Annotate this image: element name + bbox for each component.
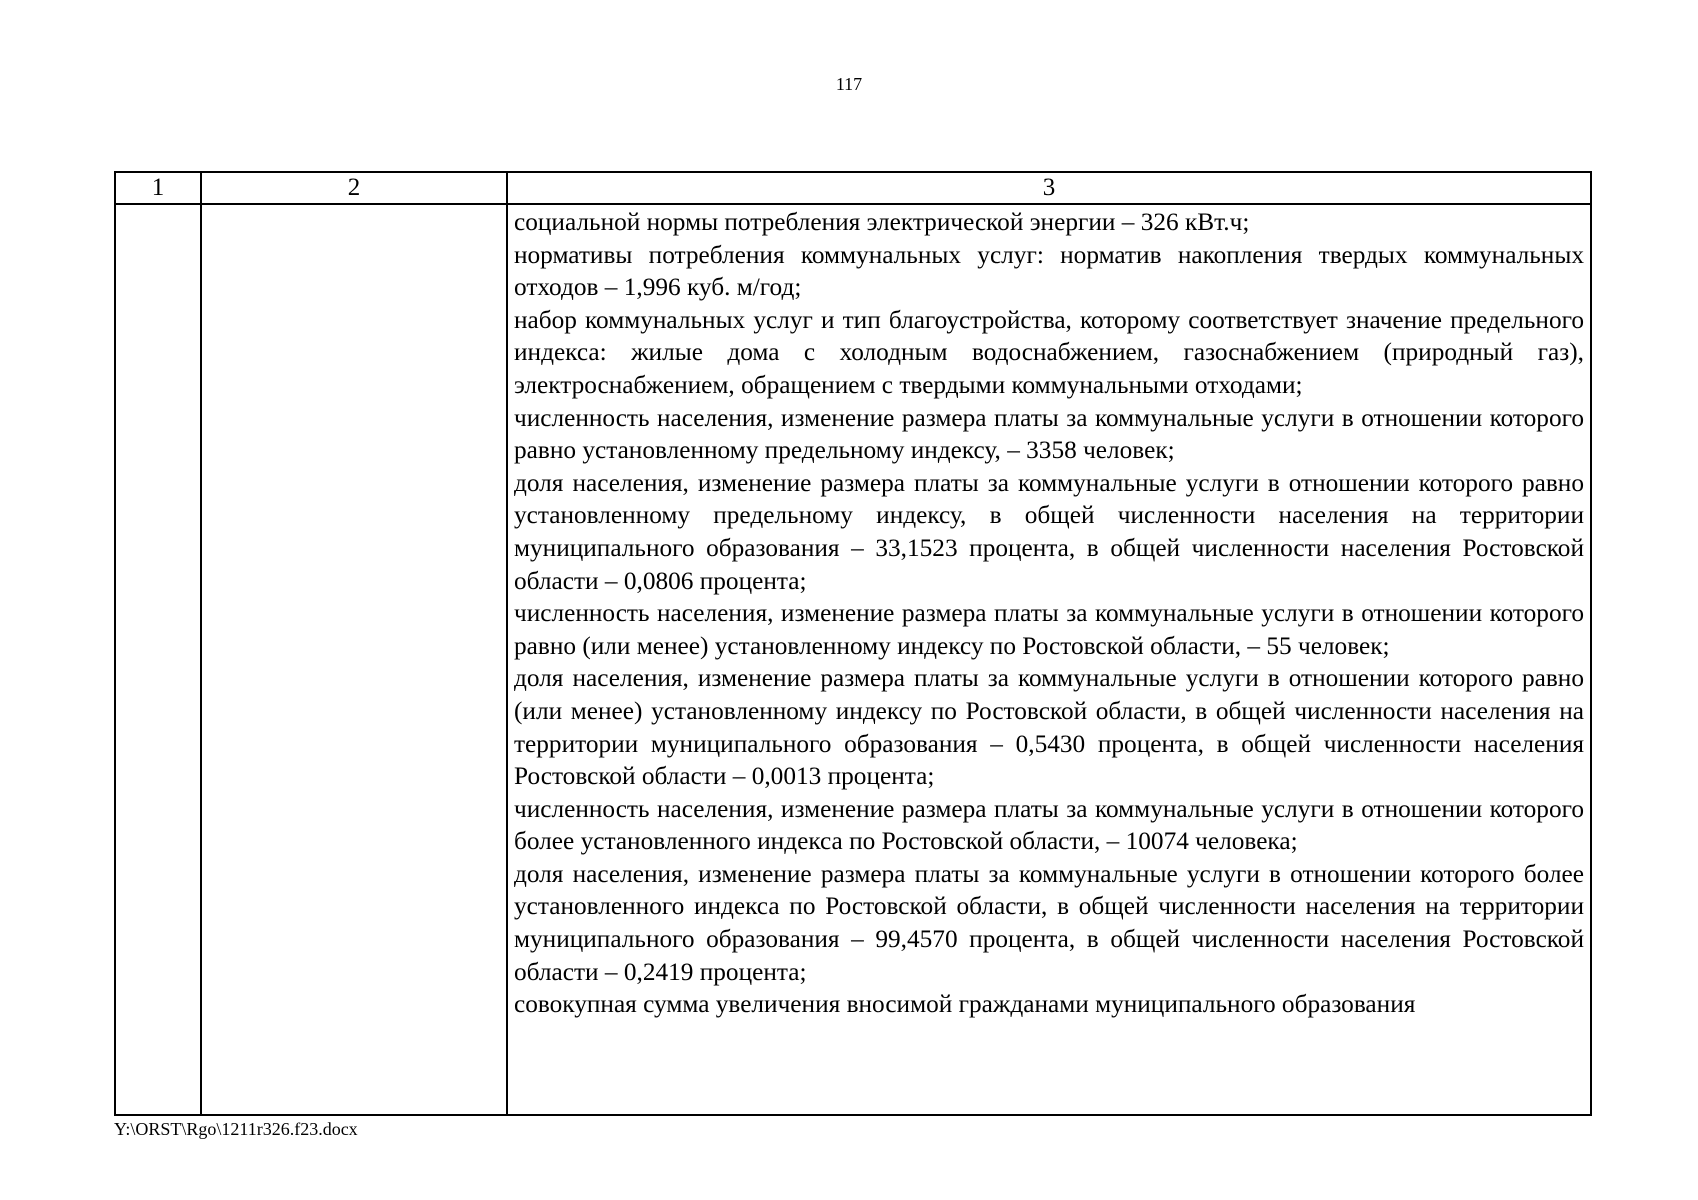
column-header-3: 3 <box>507 172 1591 204</box>
page-number: 117 <box>835 74 863 94</box>
paragraph-consumption-norms: нормативы потребления коммунальных услуг: норматив накопления твердых коммунальных отходов – 1,996 куб. м/год; <box>514 240 1584 302</box>
table-row <box>115 204 1591 1115</box>
column-1-cell <box>115 204 201 1115</box>
paragraph-population-equal-or-less: численность населения, изменение размера платы за коммунальные услуги в отношении которого равно (или менее) установленному индексу по Ростовской области, – 55 человек; <box>514 599 1584 660</box>
column-header-2: 2 <box>201 172 507 204</box>
paragraph-share-equal-or-less: доля населения, изменение размера платы за коммунальные услуги в отношении которого равно (или менее) установленному индексу по Ростовской области, в общей численности населения на территории муниципального образования – 0,5430 процента, в общей численности населения Ростовской области – 0,0013 процента; <box>514 664 1584 791</box>
footer-file-path: Y:\ORST\Rgo\1211r326.f23.docx <box>114 1119 358 1139</box>
paragraph-utility-set: набор коммунальных услуг и тип благоустройства, которому соответствует значение предельного индекса: жилые дома с холодным водоснабжением, газоснабжением (природный газ), электроснабжением, обращением с твердыми коммунальными отходами; <box>514 305 1584 399</box>
paragraph-social-norm: социальной нормы потребления электрической энергии – 326 кВт.ч; <box>514 208 1250 236</box>
paragraph-population-equal-limit: численность населения, изменение размера платы за коммунальные услуги в отношении которого равно установленному предельному индексу, – 3358 человек; <box>514 403 1584 465</box>
column-3-content-cell <box>507 204 1591 1115</box>
paragraph-share-equal-limit: доля населения, изменение размера платы за коммунальные услуги в отношении которого равно установленному предельному индексу, в общей численности населения на территории муниципального образования – 33,1523 процента, в общей численности населения Ростовской области – 0,0806 процента; <box>514 468 1584 595</box>
paragraph-total-increase: совокупная сумма увеличения вносимой гражданами муниципального образования <box>514 990 1416 1019</box>
table-header-row <box>115 172 1591 204</box>
paragraph-share-more: доля населения, изменение размера платы за коммунальные услуги в отношении которого более установленного индекса по Ростовской области, в общей численности населения на территории муниципального образования – 99,4570 процента, в общей численности населения Ростовской области – 0,2419 процента; <box>514 859 1584 986</box>
column-2-cell <box>201 204 507 1115</box>
column-header-1: 1 <box>115 172 201 204</box>
paragraph-population-more: численность населения, изменение размера платы за коммунальные услуги в отношении которого более установленного индекса по Ростовской области, – 10074 человека; <box>514 794 1584 856</box>
document-table <box>114 171 1592 1116</box>
